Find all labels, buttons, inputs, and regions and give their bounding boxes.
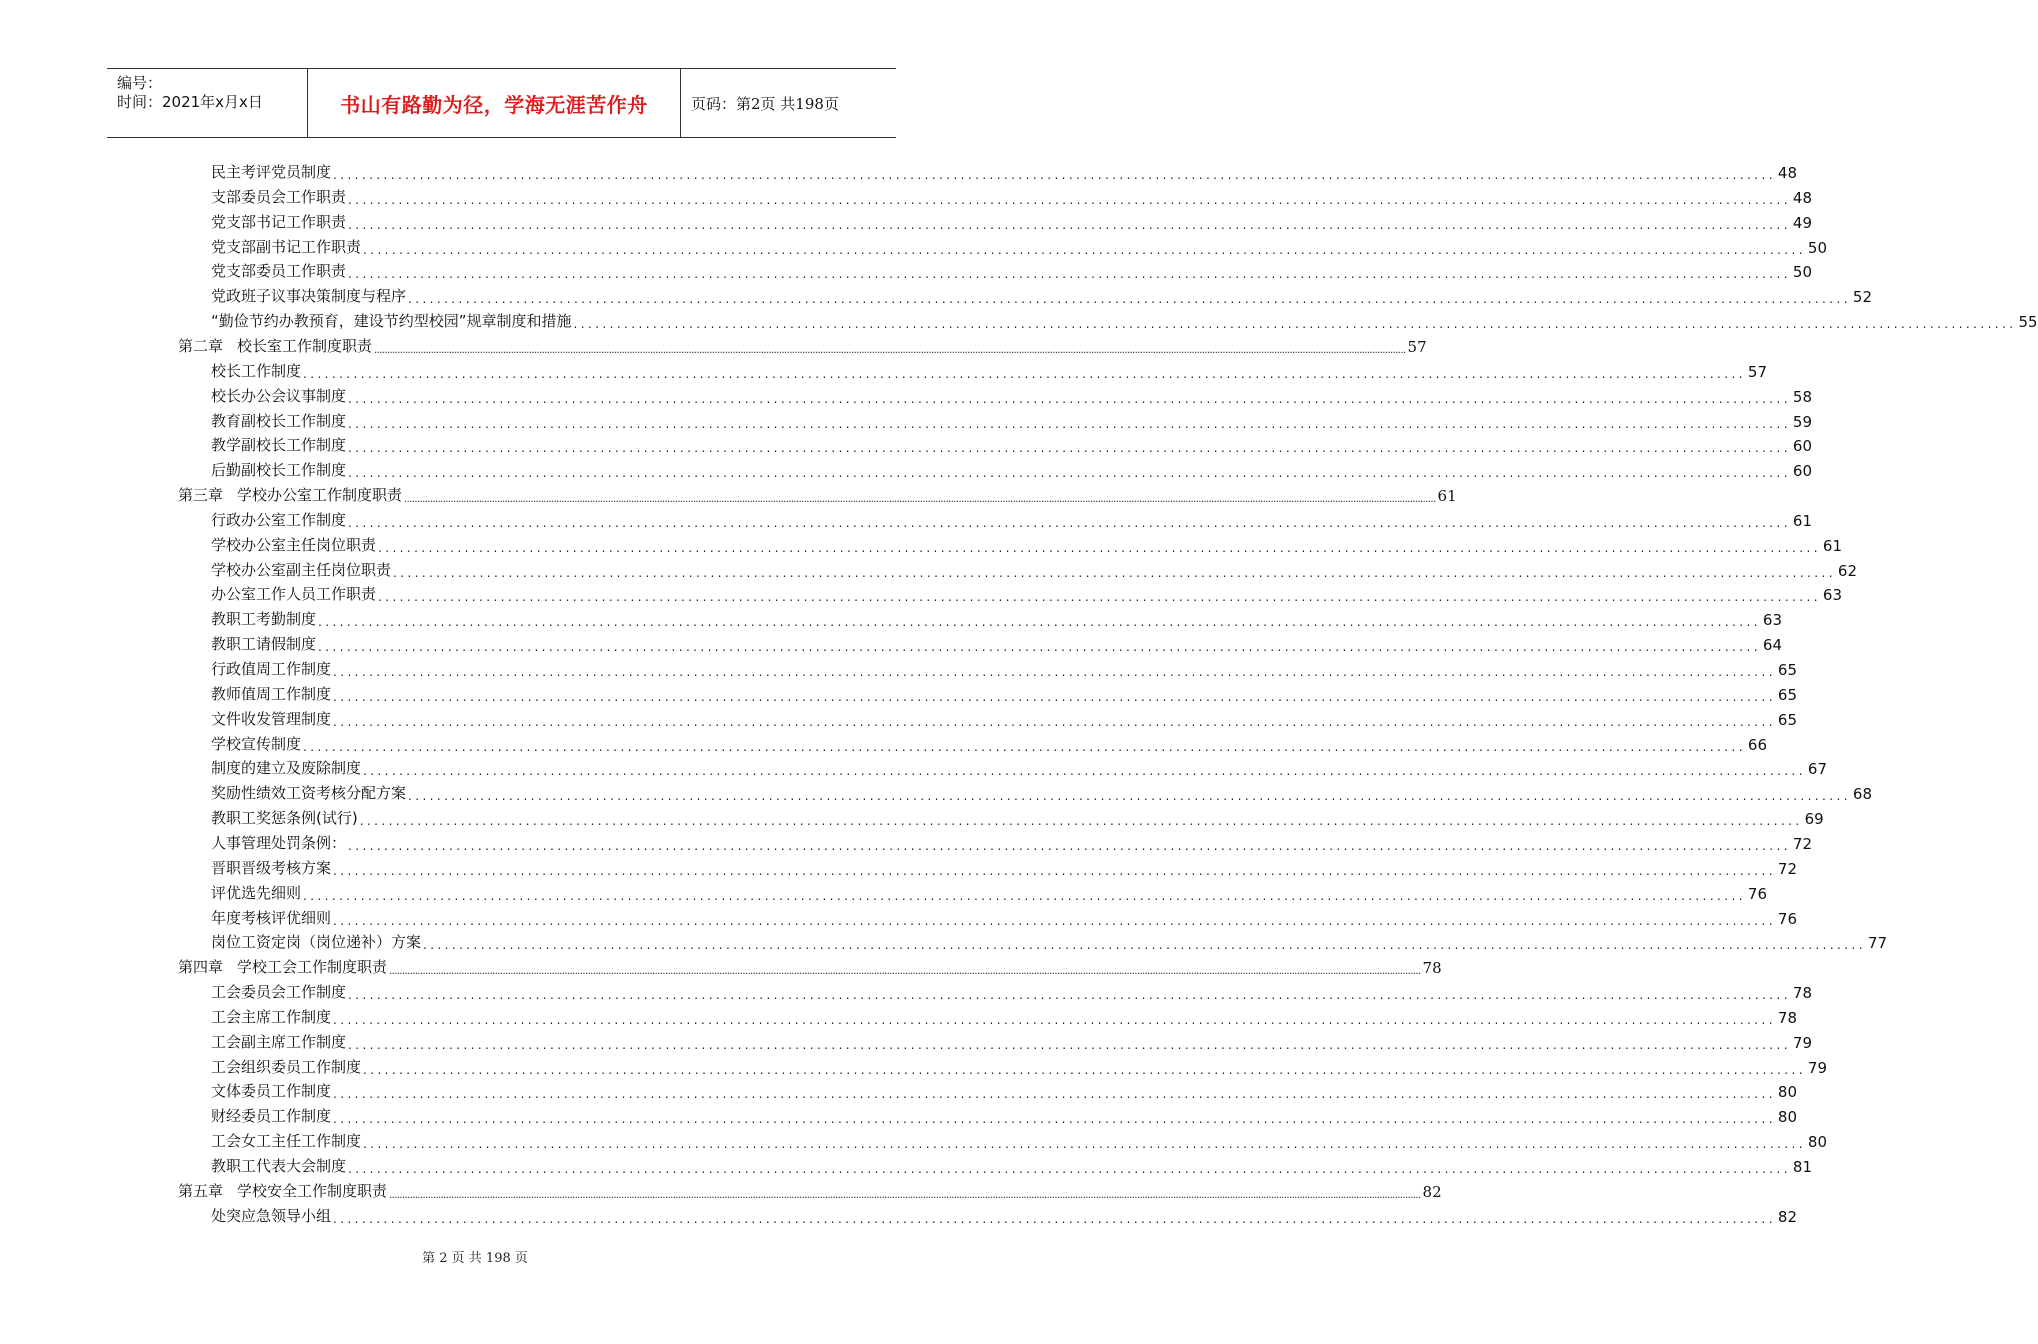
toc-dot-leader: ........................................................................................................................................................................................................ [363,764,1806,779]
toc-dot-leader: ........................................................................................................................................................................................................ [348,466,1791,481]
toc-entry[interactable] [211,210,1812,232]
toc-dot-leader: ................................................................................................................................................................................................................................................................................................................................................................................................................ [374,344,1406,356]
toc-entry[interactable] [211,458,1812,481]
toc-entry-title: 文体委员工作制度 [211,1082,332,1101]
toc-entry[interactable] [211,508,1812,530]
toc-entry-title: 后勤副校长工作制度 [211,461,347,480]
toc-dot-leader: ................................................................................................................................................................................................................................................................................................................................................................................................................ [389,1189,1421,1201]
toc-entry-title: 党支部副书记工作职责 [211,237,362,256]
toc-dot-leader: ........................................................................................................................................................................................................ [359,814,1803,829]
toc-entry[interactable] [211,781,1872,804]
toc-page-number: 58 [1792,387,1812,406]
toc-page-number: 69 [1804,810,1824,829]
toc-entry-title: 教育副校长工作制度 [211,411,347,430]
document-number-label: 编号： [117,74,163,92]
toc-page-number: 48 [1792,188,1812,207]
toc-dot-leader: ........................................................................................................................................................................................................ [333,689,1776,704]
toc-dot-leader: ................................................................................................................................................................................................................................................................................................................................................................................................................ [404,494,1436,506]
toc-dot-leader: ........................................................................................................................................................................................................ [378,540,1821,555]
toc-dot-leader: ........................................................................................................................................................................................................ [408,789,1851,804]
toc-dot-leader: ................................................................................................................................................................................................................................................................................................................................................................................................................ [389,966,1421,978]
toc-page-number: 72 [1777,859,1797,878]
toc-entry-title: 人事管理处罚条例： [211,833,347,852]
toc-entry[interactable] [211,980,1812,1003]
toc-page-number: 60 [1792,462,1812,481]
toc-dot-leader: ........................................................................................................................................................................................................ [303,888,1746,903]
toc-page-number: 67 [1807,760,1827,779]
toc-entry[interactable] [211,1079,1797,1102]
toc-dot-leader: ........................................................................................................................................................................................................ [333,913,1776,928]
toc-dot-leader: ........................................................................................................................................................................................................ [333,1087,1776,1102]
toc-dot-leader: ........................................................................................................................................................................................................ [348,1037,1791,1052]
toc-dot-leader: ........................................................................................................................................................................................................ [363,1137,1806,1152]
toc-entry[interactable] [211,409,1812,431]
toc-dot-leader: ........................................................................................................................................................................................................ [333,1211,1776,1226]
toc-entry-title: 行政办公室工作制度 [211,510,347,529]
toc-entry-title: 党政班子议事决策制度与程序 [211,287,407,306]
toc-entry-title: 学校办公室副主任岗位职责 [211,560,392,579]
toc-page-number: 65 [1777,685,1797,704]
toc-entry-title [178,335,372,356]
toc-page-number: 79 [1807,1058,1827,1077]
toc-dot-leader: ........................................................................................................................................................................................................ [318,615,1761,630]
header-page-cell [681,69,896,137]
toc-dot-leader: ........................................................................................................................................................................................................ [348,416,1791,431]
toc-entry-title: 党支部书记工作职责 [211,212,347,231]
page-footer: 第 2 页 共 198 页 [422,1251,528,1266]
toc-entry[interactable] [211,1154,1812,1176]
toc-entry-title: 办公室工作人员工作职责 [211,585,377,604]
toc-entry-title: 文件收发管理制度 [211,709,332,728]
toc-page-number: 82 [1422,1182,1442,1201]
header-page-info: 页码：第2页 共198页 [691,94,839,113]
toc-dot-leader: ........................................................................................................................................................................................................ [348,391,1791,406]
document-time-label: 时间：2021年x月x日 [117,93,263,111]
toc-entry-title: 支部委员会工作职责 [211,187,347,206]
toc-chapter-title: 校长室工作制度职责 [237,336,373,355]
toc-entry[interactable] [211,558,1857,580]
toc-entry-title: 年度考核评优细则 [211,908,332,927]
toc-entry[interactable] [211,1030,1812,1052]
toc-chapter-title: 学校办公室工作制度职责 [237,486,403,505]
toc-chapter-entry[interactable] [178,1179,1442,1201]
toc-page-number: 76 [1777,909,1797,928]
toc-entry[interactable] [211,433,1812,456]
toc-entry-title: 制度的建立及废除制度 [211,759,362,778]
toc-dot-leader: ........................................................................................................................................................................................................ [303,739,1746,754]
toc-entry[interactable] [211,607,1782,630]
toc-page-number: 61 [1437,487,1457,506]
toc-entry[interactable] [211,309,2038,332]
toc-entry-title: 教职工考勤制度 [211,610,317,629]
toc-entry[interactable] [211,582,1842,605]
toc-dot-leader: ........................................................................................................................................................................................................ [333,665,1776,679]
toc-entry-title: 教职工代表大会制度 [211,1157,347,1175]
toc-entry[interactable] [211,160,1797,182]
toc-dot-leader: ........................................................................................................................................................................................................ [348,515,1791,530]
toc-dot-leader: ........................................................................................................................................................................................................ [423,938,1866,953]
toc-entry-title: 工会组织委员工作制度 [211,1057,362,1076]
toc-chapter-number: 第五章 [178,1181,224,1200]
toc-entry[interactable] [211,906,1797,928]
toc-entry-title: 工会主席工作制度 [211,1007,332,1026]
toc-entry-title: 岗位工资定岗（岗位递补）方案 [211,933,422,952]
toc-entry[interactable] [211,1204,1797,1226]
toc-page-number: 68 [1852,785,1872,804]
toc-chapter-entry[interactable] [178,334,1427,356]
toc-entry-title: 工会副主席工作制度 [211,1032,347,1051]
toc-page-number: 48 [1777,164,1797,182]
toc-entry-title: 评优选先细则 [211,883,302,902]
toc-entry-title: 工会委员会工作制度 [211,983,347,1002]
toc-entry-title: 奖励性绩效工资考核分配方案 [211,784,407,803]
toc-page-number: 55 [2018,313,2038,332]
toc-page-number: 80 [1777,1108,1797,1127]
toc-entry[interactable] [211,1005,1797,1027]
header-motto: 书山有路勤为径，学海无涯苦作舟 [340,92,648,117]
toc-entry[interactable] [211,284,1872,307]
toc-entry[interactable] [211,632,1782,655]
toc-page-number: 61 [1792,511,1812,530]
toc-chapter-title: 学校工会工作制度职责 [237,958,388,977]
toc-entry[interactable] [211,384,1812,406]
toc-dot-leader: ........................................................................................................................................................................................................ [318,640,1761,655]
toc-page-number: 80 [1777,1083,1797,1102]
toc-page-number: 52 [1852,288,1872,307]
toc-entry[interactable] [211,881,1767,903]
toc-entry-title: 党支部委员工作职责 [211,262,347,281]
toc-chapter-entry[interactable] [178,955,1442,978]
toc-entry-title: 民主考评党员制度 [211,163,332,181]
toc-entry-title: 校长工作制度 [211,361,302,380]
toc-entry[interactable] [211,806,1824,829]
toc-dot-leader: ........................................................................................................................................................................................................ [573,317,2017,332]
toc-entry-title: 处突应急领导小组 [211,1206,332,1225]
toc-entry[interactable] [211,682,1797,704]
toc-entry-title: 晋职晋级考核方案 [211,858,332,877]
toc-page-number: 76 [1747,884,1767,903]
toc-dot-leader: ........................................................................................................................................................................................................ [348,441,1791,456]
toc-page-number: 78 [1777,1008,1797,1027]
toc-page-number: 82 [1777,1207,1797,1226]
toc-entry-title: “勤俭节约办教预育，建设节约型校园”规章制度和措施 [211,312,572,331]
toc-page-number: 60 [1792,437,1812,456]
toc-page-number: 57 [1407,337,1427,356]
toc-page-number: 57 [1747,362,1767,381]
toc-page-number: 81 [1792,1158,1812,1176]
toc-page-number: 59 [1792,412,1812,431]
page-header [107,68,896,138]
header-motto-cell [308,69,681,137]
toc-page-number: 72 [1792,834,1812,853]
toc-entry-title: 教师值周工作制度 [211,684,332,703]
toc-page-number: 79 [1792,1033,1812,1052]
toc-entry[interactable] [211,930,1887,953]
toc-page-number: 65 [1777,710,1797,729]
toc-page-number: 50 [1807,238,1827,257]
toc-dot-leader: ........................................................................................................................................................................................................ [363,242,1806,257]
toc-dot-leader: ........................................................................................................................................................................................................ [378,590,1821,605]
toc-dot-leader: ........................................................................................................................................................................................................ [348,988,1791,1003]
toc-entry-title: 学校办公室主任岗位职责 [211,535,377,554]
toc-page-number: 61 [1822,536,1842,555]
toc-page-number: 49 [1792,213,1812,232]
toc-entry-title: 校长办公会议事制度 [211,386,347,405]
toc-dot-leader: ........................................................................................................................................................................................................ [333,714,1776,729]
toc-dot-leader: ........................................................................................................................................................................................................ [333,863,1776,878]
toc-page-number: 63 [1822,586,1842,605]
toc-page-number: 63 [1762,611,1782,630]
toc-chapter-number: 第四章 [178,958,224,977]
toc-entry-title: 行政值周工作制度 [211,660,332,678]
toc-entry[interactable] [211,259,1812,282]
toc-entry-title: 教职工奖惩条例(试行) [211,809,358,828]
toc-entry[interactable] [211,359,1767,381]
toc-chapter-title: 学校安全工作制度职责 [237,1181,388,1200]
toc-dot-leader: ........................................................................................................................................................................................................ [348,192,1791,207]
toc-dot-leader: ........................................................................................................................................................................................................ [348,217,1791,232]
toc-entry-title: 工会女工主任工作制度 [211,1132,362,1151]
toc-entry[interactable] [211,235,1827,257]
toc-entry-title [178,1180,387,1201]
toc-entry-title: 教学副校长工作制度 [211,436,347,455]
toc-page-number: 78 [1422,959,1442,978]
toc-entry[interactable] [211,707,1797,729]
toc-dot-leader: ........................................................................................................................................................................................................ [408,292,1851,307]
toc-entry[interactable] [211,756,1827,779]
toc-entry[interactable] [211,831,1812,853]
toc-entry-title [178,484,402,505]
toc-page-number: 64 [1762,636,1782,655]
toc-page-number: 66 [1747,735,1767,754]
toc-entry-title [178,956,387,977]
toc-dot-leader: ........................................................................................................................................................................................................ [333,168,1776,182]
toc-dot-leader: ........................................................................................................................................................................................................ [333,1112,1776,1127]
toc-entry[interactable] [211,1104,1797,1127]
toc-entry[interactable] [211,533,1842,555]
toc-chapter-number: 第三章 [178,486,224,505]
toc-dot-leader: ........................................................................................................................................................................................................ [363,1062,1806,1077]
toc-entry[interactable] [211,1055,1827,1077]
toc-dot-leader: ........................................................................................................................................................................................................ [348,838,1791,853]
toc-entry[interactable] [211,657,1797,679]
toc-dot-leader: ........................................................................................................................................................................................................ [393,565,1836,580]
toc-page-number: 80 [1807,1133,1827,1152]
header-meta-cell [107,69,308,137]
toc-entry[interactable] [211,185,1812,207]
toc-chapter-number: 第二章 [178,336,224,355]
toc-entry-title: 学校宣传制度 [211,734,302,753]
toc-entry[interactable] [211,856,1797,878]
toc-entry-title: 财经委员工作制度 [211,1107,332,1126]
toc-page-number: 77 [1867,934,1887,953]
toc-dot-leader: ........................................................................................................................................................................................................ [348,267,1791,282]
toc-dot-leader: ........................................................................................................................................................................................................ [348,1162,1791,1176]
toc-chapter-entry[interactable] [178,483,1457,506]
toc-entry[interactable] [211,732,1767,754]
toc-page-number: 62 [1837,561,1857,580]
toc-dot-leader: ........................................................................................................................................................................................................ [303,366,1746,381]
toc-page-number: 78 [1792,984,1812,1003]
toc-page-number: 50 [1792,263,1812,282]
toc-entry-title: 教职工请假制度 [211,635,317,654]
toc-entry[interactable] [211,1129,1827,1152]
toc-dot-leader: ........................................................................................................................................................................................................ [333,1012,1776,1027]
toc-page-number: 65 [1777,661,1797,679]
